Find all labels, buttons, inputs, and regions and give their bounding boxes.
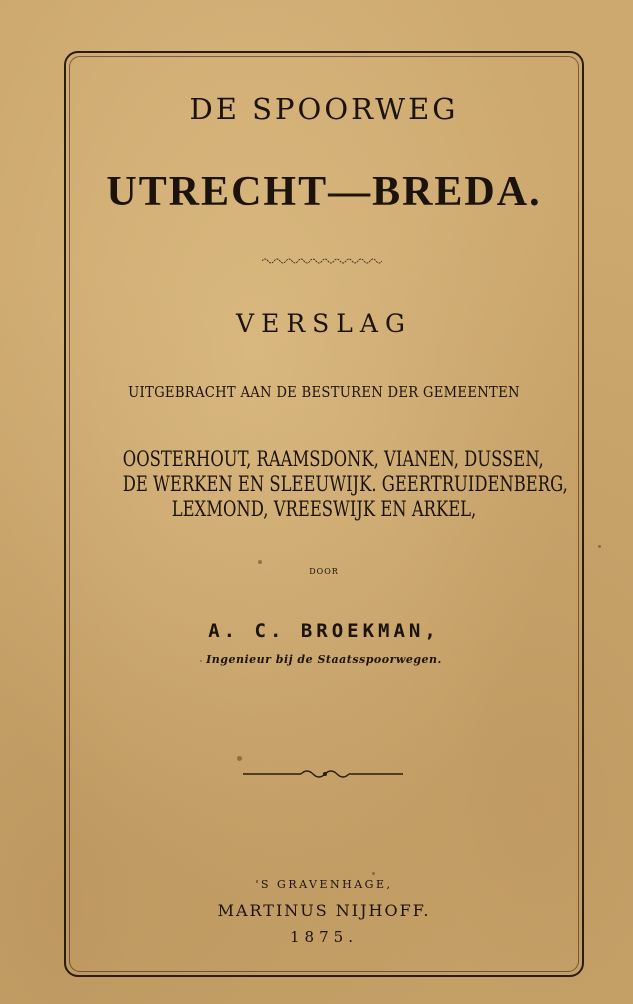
municipalities-line: OOSTERHOUT, RAAMSDONK, VIANEN, DUSSEN,	[122, 447, 544, 471]
paper-speck	[200, 660, 202, 662]
paper-speck	[237, 756, 242, 761]
municipalities-line: DE WERKEN EN SLEEUWIJK. GEERTRUIDENBERG,	[122, 472, 568, 496]
report-subtitle: UITGEBRACHT AAN DE BESTUREN DER GEMEENTEN	[128, 383, 520, 401]
author-name: A. C. BROEKMAN,	[208, 620, 440, 642]
imprint-year: 1875.	[290, 928, 358, 946]
paper-speck	[372, 872, 375, 875]
imprint-place: 'S GRAVENHAGE,	[255, 878, 393, 891]
imprint-publisher: MARTINUS NIJHOFF.	[217, 901, 431, 920]
report-heading: VERSLAG	[236, 309, 412, 338]
title-line-1: DE SPOORWEG	[189, 92, 459, 126]
paper-speck	[258, 560, 262, 564]
title-line-2: UTRECHT—BREDA.	[106, 169, 542, 215]
municipalities-block	[122, 447, 568, 522]
paper-speck	[598, 545, 601, 548]
author-role: Ingenieur bij de Staatsspoorwegen.	[206, 653, 442, 666]
by-label: DOOR	[309, 567, 339, 576]
wavy-divider-ornament	[262, 257, 382, 265]
municipalities-line: LEXMOND, VREESWIJK EN ARKEL,	[171, 497, 477, 521]
flourish-ornament	[243, 766, 403, 780]
